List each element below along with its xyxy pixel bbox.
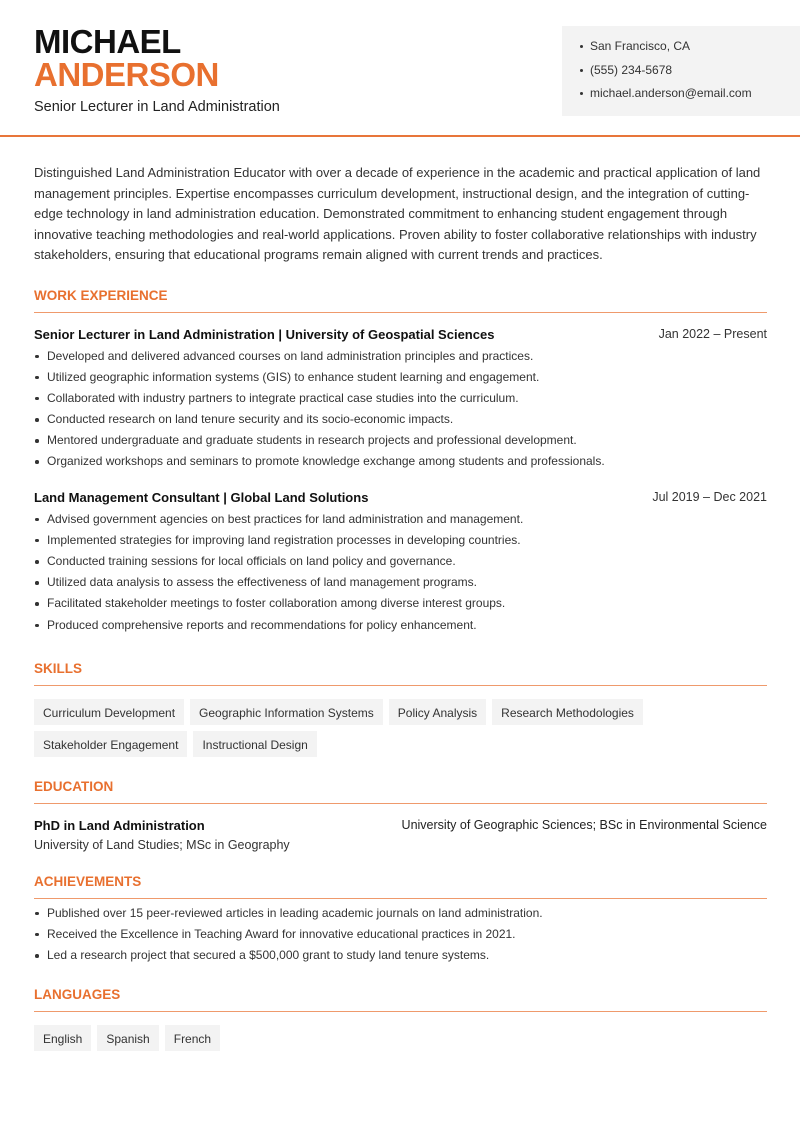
list-item: Utilized geographic information systems (GIS) to enhance student learning and engagement. bbox=[34, 370, 767, 391]
skill-tag: Policy Analysis bbox=[389, 699, 486, 725]
skill-tag: Instructional Design bbox=[193, 731, 316, 757]
last-name: ANDERSON bbox=[34, 56, 219, 93]
list-item: Published over 15 peer-reviewed articles in leading academic journals on land administration. bbox=[34, 906, 767, 927]
contact-phone: (555) 234-5678 bbox=[580, 63, 800, 87]
skill-tag: Stakeholder Engagement bbox=[34, 731, 187, 757]
first-name: MICHAEL bbox=[34, 23, 181, 60]
list-item: Collaborated with industry partners to integrate practical case studies into the curriculum. bbox=[34, 391, 767, 412]
job-bullets bbox=[34, 349, 767, 476]
contact-location: San Francisco, CA bbox=[580, 39, 800, 63]
list-item: Advised government agencies on best practices for land administration and management. bbox=[34, 512, 767, 533]
language-tag: Spanish bbox=[97, 1025, 158, 1051]
section-title-achievements: ACHIEVEMENTS bbox=[34, 874, 767, 899]
education-entry bbox=[34, 818, 767, 833]
list-item: Mentored undergraduate and graduate students in research projects and professional development. bbox=[34, 433, 767, 454]
job-header bbox=[34, 490, 767, 505]
list-item: Conducted research on land tenure security and its socio-economic impacts. bbox=[34, 412, 767, 433]
list-item: Facilitated stakeholder meetings to foster collaboration among diverse interest groups. bbox=[34, 596, 767, 617]
job-header bbox=[34, 327, 767, 342]
job-role: Senior Lecturer in Land Administration bbox=[34, 99, 280, 115]
job-title: Senior Lecturer in Land Administration | University of Geospatial Sciences bbox=[34, 326, 495, 342]
list-item: Utilized data analysis to assess the effectiveness of land management programs. bbox=[34, 575, 767, 596]
skill-tag: Research Methodologies bbox=[492, 699, 643, 725]
list-item: Conducted training sessions for local officials on land policy and governance. bbox=[34, 554, 767, 575]
list-item: Organized workshops and seminars to promote knowledge exchange among students and professionals. bbox=[34, 454, 767, 475]
languages-list bbox=[34, 1025, 767, 1051]
skill-tag: Geographic Information Systems bbox=[190, 699, 383, 725]
summary: Distinguished Land Administration Educator with over a decade of experience in the academic and practical application of land management principles. Expertise encompasses curriculum development, instructional design, and the integration of cutting-edge technology in land administration education. Demonstrated commitment to enhancing student engagement through innovative teaching methodologies and real-world applications. Proven ability to foster collaborative relationships with industry stakeholders, ensuring that educational programs remain aligned with current trends and practices. bbox=[34, 165, 761, 262]
section-title-languages: LANGUAGES bbox=[34, 987, 767, 1012]
degree: PhD in Land Administration bbox=[34, 817, 205, 833]
job-title: Land Management Consultant | Global Land Solutions bbox=[34, 489, 369, 505]
contact-box bbox=[562, 26, 800, 116]
language-tag: French bbox=[165, 1025, 220, 1051]
section-title-work: WORK EXPERIENCE bbox=[34, 288, 767, 313]
section-title-education: EDUCATION bbox=[34, 779, 767, 804]
resume-header bbox=[0, 0, 800, 137]
skills-list bbox=[34, 699, 767, 757]
section-title-skills: SKILLS bbox=[34, 661, 767, 686]
list-item: Led a research project that secured a $500,000 grant to study land tenure systems. bbox=[34, 948, 767, 969]
contact-email: michael.anderson@email.com bbox=[580, 86, 800, 110]
skill-tag: Curriculum Development bbox=[34, 699, 184, 725]
job-bullets bbox=[34, 512, 767, 639]
job-date: Jul 2019 – Dec 2021 bbox=[652, 489, 767, 504]
list-item: Received the Excellence in Teaching Award for innovative educational practices in 2021. bbox=[34, 927, 767, 948]
list-item: Developed and delivered advanced courses on land administration principles and practices. bbox=[34, 349, 767, 370]
list-item: Implemented strategies for improving land registration processes in developing countries. bbox=[34, 533, 767, 554]
language-tag: English bbox=[34, 1025, 91, 1051]
achievements-list bbox=[34, 906, 767, 970]
education-institution: University of Geographic Sciences; BSc in Environmental Science bbox=[401, 817, 767, 832]
education-sub: University of Land Studies; MSc in Geography bbox=[34, 837, 290, 852]
list-item: Produced comprehensive reports and recommendations for policy enhancement. bbox=[34, 618, 767, 639]
job-date: Jan 2022 – Present bbox=[658, 326, 767, 341]
